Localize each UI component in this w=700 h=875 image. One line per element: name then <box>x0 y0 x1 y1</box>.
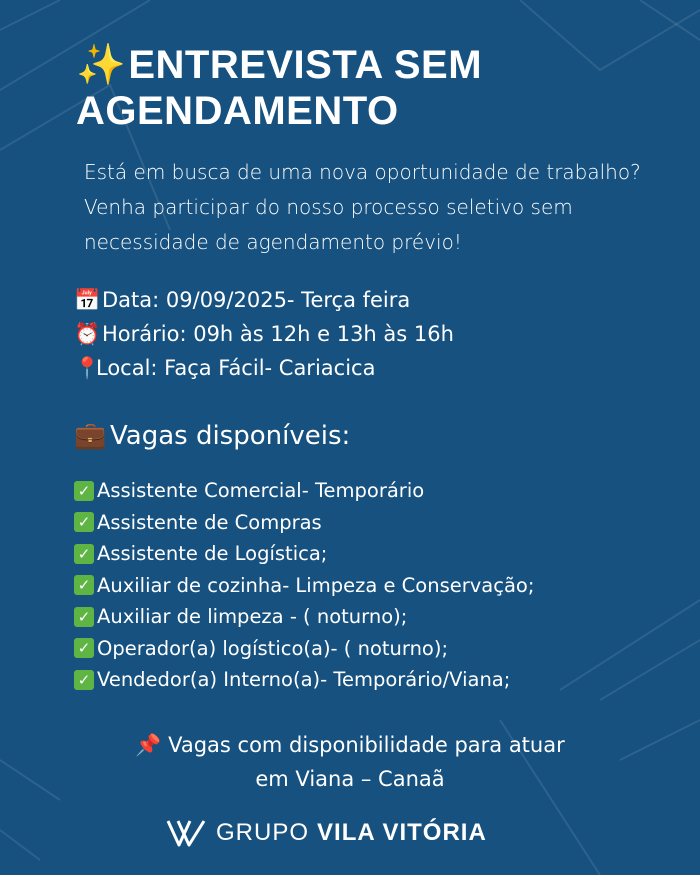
location-note <box>0 728 700 796</box>
vv-logo <box>166 818 206 848</box>
vacancy-label: Operador(a) logístico(a)- ( noturno); <box>97 636 449 660</box>
check-icon: ✓ <box>74 638 94 658</box>
calendar-icon: 📅 <box>74 288 101 312</box>
list-item <box>74 601 534 633</box>
check-icon: ✓ <box>74 481 94 501</box>
vacancy-list <box>74 475 534 696</box>
place-row <box>74 351 454 385</box>
headline-line-1: ENTREVISTA SEM <box>128 43 483 87</box>
event-info <box>74 283 454 385</box>
vacancy-label: Auxiliar de cozinha- Limpeza e Conservação; <box>97 573 535 597</box>
intro-text: Está em busca de uma nova oportunidade de trabalho? Venha participar do nosso processo seletivo sem necessidade de agendamento prévio! <box>84 160 641 254</box>
list-item <box>74 664 534 696</box>
place-text: Local: Faça Fácil- Cariacica <box>96 356 376 380</box>
check-icon: ✓ <box>74 607 94 627</box>
date-text: Data: 09/09/2025- Terça feira <box>102 288 411 312</box>
brand-name: VILA VITÓRIA <box>317 819 487 846</box>
list-item <box>74 507 534 539</box>
vacancies-heading <box>74 416 350 456</box>
briefcase-icon: 💼 <box>74 421 107 451</box>
time-text: Horário: 09h às 12h e 13h às 16h <box>102 322 454 346</box>
headline-line-2: AGENDAMENTO <box>76 89 399 133</box>
note-line-1-text: Vagas com disponibilidade para atuar <box>168 733 565 757</box>
brand-prefix: GRUPO <box>216 819 310 846</box>
time-row <box>74 317 454 351</box>
note-line-2: em Viana – Canaã <box>255 767 445 791</box>
vacancy-label: Assistente de Compras <box>97 510 322 534</box>
brand-footer <box>166 815 487 851</box>
check-icon: ✓ <box>74 670 94 690</box>
list-item <box>74 538 534 570</box>
sparkles-icon: ✨ <box>76 43 127 87</box>
check-icon: ✓ <box>74 544 94 564</box>
date-row <box>74 283 454 317</box>
vacancy-label: Assistente Comercial- Temporário <box>97 479 425 502</box>
headline <box>76 42 482 134</box>
list-item <box>74 570 534 602</box>
vacancy-label: Assistente de Logística; <box>97 542 328 565</box>
alarm-clock-icon: ⏰ <box>74 322 101 346</box>
location-pin-icon: 📍 <box>74 356 101 380</box>
check-icon: ✓ <box>74 575 94 595</box>
vacancy-label: Auxiliar de limpeza - ( noturno); <box>97 605 408 628</box>
list-item <box>74 475 534 507</box>
vacancies-heading-text: Vagas disponíveis: <box>110 421 351 451</box>
vacancy-label: Vendedor(a) Interno(a)- Temporário/Viana; <box>97 668 511 691</box>
note-line-1 <box>0 728 700 762</box>
check-icon: ✓ <box>74 512 94 532</box>
list-item <box>74 633 534 665</box>
pushpin-icon: 📌 <box>135 733 162 757</box>
